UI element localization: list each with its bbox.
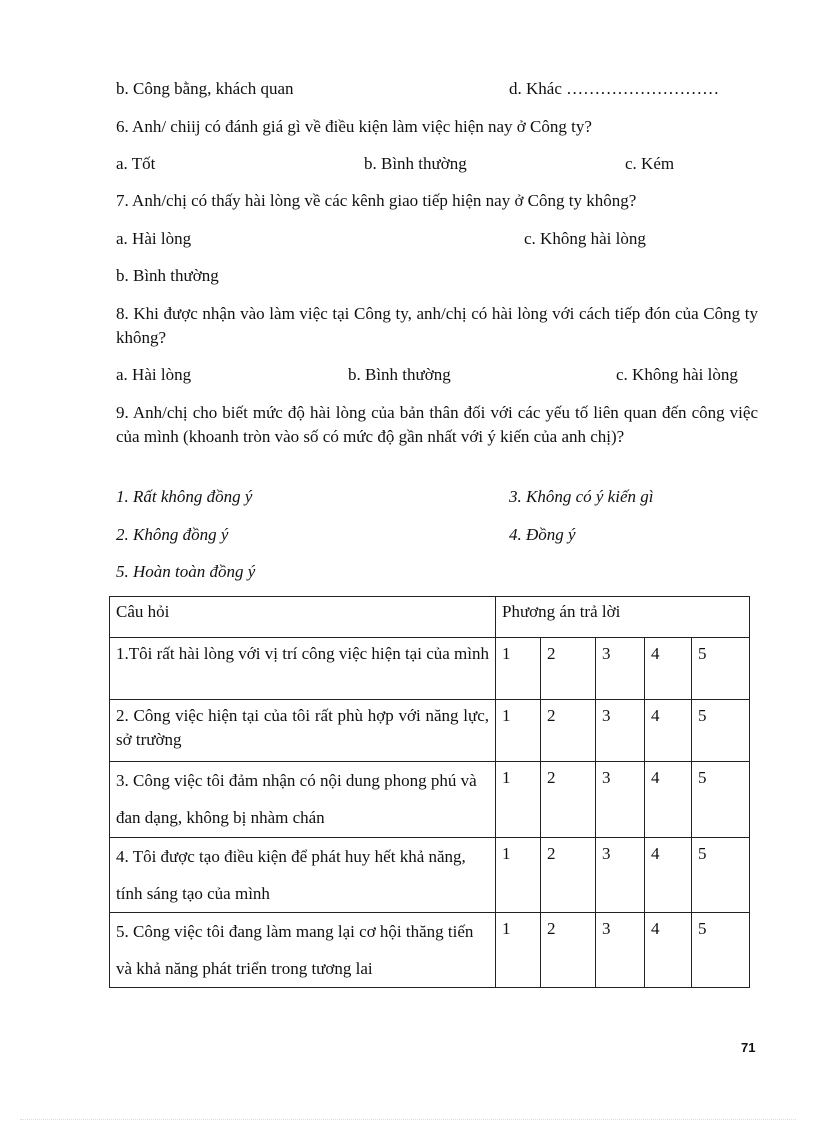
- q6-question: 6. Anh/ chiij có đánh giá gì về điều kiện làm việc hiện nay ở Công ty?: [116, 117, 592, 136]
- table-row: [110, 762, 750, 838]
- option-cell[interactable]: 4: [645, 700, 692, 762]
- option-cell[interactable]: 4: [645, 913, 692, 988]
- row-question: 5. Công việc tôi đang làm mang lại cơ hội thăng tiến và khả năng phát triển trong tương lai: [110, 913, 496, 988]
- option-cell[interactable]: 1: [496, 638, 541, 700]
- option-cell[interactable]: 4: [645, 638, 692, 700]
- table-row: [110, 913, 750, 988]
- table-row: [110, 838, 750, 913]
- q7-option-a: a. Hài lòng: [116, 229, 192, 248]
- q8-option-b: b. Bình thường: [348, 365, 451, 384]
- table-row: [110, 700, 750, 762]
- option-cell[interactable]: 5: [692, 762, 750, 838]
- page-bottom-divider: [20, 1119, 796, 1120]
- scale-item-5: 5. Hoàn toàn đồng ý: [116, 562, 256, 581]
- q8-question: 8. Khi được nhận vào làm việc tại Công ty, anh/chị có hài lòng với cách tiếp đón của Công ty không?: [116, 304, 758, 347]
- row-question: 3. Công việc tôi đảm nhận có nội dung phong phú và đan dạng, không bị nhàm chán: [110, 762, 496, 838]
- q7-option-b: b. Bình thường: [116, 266, 219, 285]
- page-number: 71: [741, 1040, 756, 1055]
- q6-option-a: a. Tốt: [116, 154, 156, 173]
- option-cell[interactable]: 5: [692, 913, 750, 988]
- option-cell[interactable]: 1: [496, 838, 541, 913]
- option-cell[interactable]: 1: [496, 913, 541, 988]
- option-cell[interactable]: 4: [645, 838, 692, 913]
- scale-item-4: 4. Đồng ý: [509, 525, 576, 544]
- option-cell[interactable]: 2: [541, 700, 596, 762]
- row-question: 4. Tôi được tạo điều kiện để phát huy hết khả năng, tính sáng tạo của mình: [110, 838, 496, 913]
- option-cell[interactable]: 5: [692, 700, 750, 762]
- option-cell[interactable]: 5: [692, 638, 750, 700]
- q9-question: 9. Anh/chị cho biết mức độ hài lòng của bản thân đối với các yếu tố liên quan đến công việc của mình (khoanh tròn vào số có mức độ gần nhất với ý kiến của anh chị)?: [116, 403, 758, 446]
- q5-option-d: d. Khác ………………………: [509, 79, 720, 98]
- option-cell[interactable]: 3: [596, 838, 645, 913]
- q7-question: 7. Anh/chị có thấy hài lòng về các kênh giao tiếp hiện nay ở Công ty không?: [116, 191, 637, 210]
- header-question: Câu hỏi: [110, 597, 496, 638]
- header-answer: Phương án trả lời: [496, 597, 750, 638]
- option-cell[interactable]: 5: [692, 838, 750, 913]
- option-cell[interactable]: 2: [541, 638, 596, 700]
- scale-item-1: 1. Rất không đồng ý: [116, 487, 253, 506]
- q5-option-b: b. Công bằng, khách quan: [116, 79, 294, 98]
- scale-item-3: 3. Không có ý kiến gì: [509, 487, 654, 506]
- survey-table: [109, 596, 750, 988]
- q6-option-b: b. Bình thường: [364, 154, 467, 173]
- q7-option-c: c. Không hài lòng: [524, 229, 646, 248]
- table-header-row: [110, 597, 750, 638]
- q8-option-a: a. Hài lòng: [116, 365, 192, 384]
- option-cell[interactable]: 4: [645, 762, 692, 838]
- option-cell[interactable]: 3: [596, 638, 645, 700]
- option-cell[interactable]: 3: [596, 762, 645, 838]
- option-cell[interactable]: 1: [496, 700, 541, 762]
- q8-option-c: c. Không hài lòng: [616, 365, 738, 384]
- option-cell[interactable]: 2: [541, 913, 596, 988]
- table-row: [110, 638, 750, 700]
- option-cell[interactable]: 3: [596, 700, 645, 762]
- option-cell[interactable]: 2: [541, 838, 596, 913]
- row-question: 2. Công việc hiện tại của tôi rất phù hợp với năng lực, sở trường: [110, 700, 496, 762]
- scale-item-2: 2. Không đồng ý: [116, 525, 229, 544]
- row-question: 1.Tôi rất hài lòng với vị trí công việc hiện tại của mình: [110, 638, 496, 700]
- option-cell[interactable]: 1: [496, 762, 541, 838]
- option-cell[interactable]: 3: [596, 913, 645, 988]
- q6-option-c: c. Kém: [625, 154, 675, 173]
- option-cell[interactable]: 2: [541, 762, 596, 838]
